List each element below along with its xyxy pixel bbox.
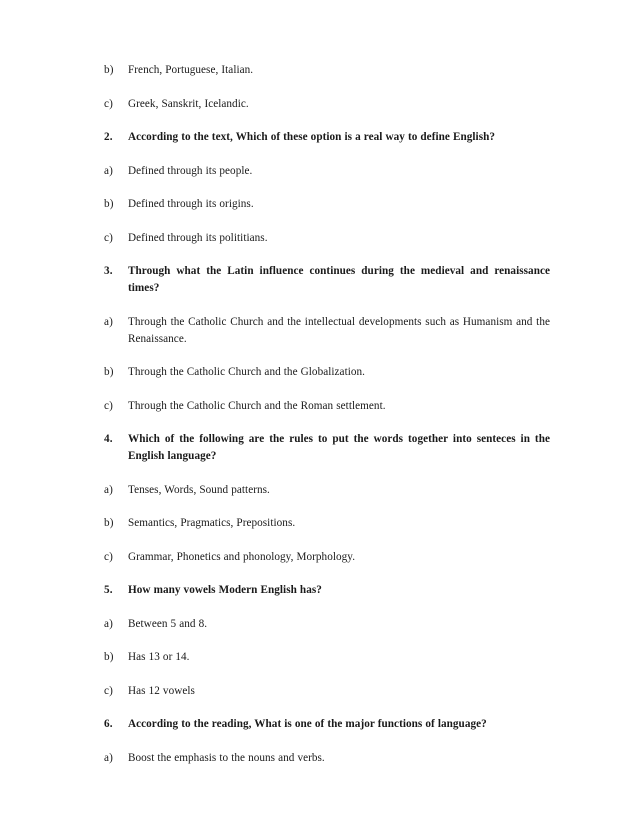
item-marker: a)	[104, 751, 113, 764]
item-text: Through the Catholic Church and the Roman settlement.	[128, 399, 386, 412]
list-item	[104, 364, 550, 381]
list-item	[104, 683, 550, 700]
list-item	[104, 750, 550, 767]
item-marker: 2.	[104, 131, 113, 144]
item-text: Through what the Latin influence continues during the medieval and renaissance times?	[128, 265, 550, 295]
item-text: Has 12 vowels	[128, 684, 195, 697]
item-text: Through the Catholic Church and the Globalization.	[128, 366, 366, 379]
list-item	[104, 649, 550, 666]
list-item	[104, 163, 550, 180]
item-marker: b)	[104, 64, 114, 76]
item-marker: c)	[104, 684, 113, 697]
item-marker: c)	[104, 399, 113, 412]
list-item	[104, 62, 550, 79]
item-text: Boost the emphasis to the nouns and verbs.	[128, 751, 325, 764]
item-text: Between 5 and 8.	[128, 617, 208, 630]
list-item	[104, 582, 550, 599]
item-text: Greek, Sanskrit, Icelandic.	[128, 97, 249, 110]
list-item	[104, 230, 550, 247]
item-text: According to the reading, What is one of the major functions of language?	[128, 718, 487, 731]
list-item	[104, 515, 550, 532]
list-item	[104, 314, 550, 348]
item-marker: b)	[104, 198, 114, 211]
item-text: Defined through its polititians.	[128, 231, 268, 244]
item-marker: a)	[104, 164, 113, 177]
item-marker: a)	[104, 315, 113, 328]
item-marker: c)	[104, 550, 113, 563]
list-item	[104, 129, 550, 146]
quiz-list	[104, 62, 550, 767]
list-item	[104, 263, 550, 297]
item-marker: b)	[104, 517, 114, 530]
list-item	[104, 716, 550, 733]
item-marker: a)	[104, 483, 113, 496]
item-text: French, Portuguese, Italian.	[128, 64, 254, 76]
list-item	[104, 616, 550, 633]
list-item	[104, 549, 550, 566]
item-text: Through the Catholic Church and the intellectual developments such as Humanism and the Renaissance.	[128, 315, 550, 345]
item-marker: 4.	[104, 433, 113, 446]
item-text: Defined through its people.	[128, 164, 253, 177]
list-item	[104, 431, 550, 465]
item-marker: c)	[104, 231, 113, 244]
list-item	[104, 96, 550, 113]
item-text: According to the text, Which of these option is a real way to define English?	[128, 131, 496, 144]
item-marker: 5.	[104, 584, 113, 597]
item-marker: 3.	[104, 265, 113, 278]
item-text: Tenses, Words, Sound patterns.	[128, 483, 270, 496]
item-text: Has 13 or 14.	[128, 651, 190, 664]
item-marker: b)	[104, 651, 114, 664]
item-text: Semantics, Pragmatics, Prepositions.	[128, 517, 296, 530]
item-marker: a)	[104, 617, 113, 630]
item-text: How many vowels Modern English has?	[128, 584, 322, 597]
item-marker: c)	[104, 97, 113, 110]
item-marker: b)	[104, 366, 114, 379]
item-text: Which of the following are the rules to put the words together into senteces in the English language?	[128, 433, 550, 463]
item-text: Defined through its origins.	[128, 198, 254, 211]
item-text: Grammar, Phonetics and phonology, Morphology.	[128, 550, 356, 563]
list-item	[104, 398, 550, 415]
list-item	[104, 196, 550, 213]
list-item	[104, 482, 550, 499]
item-marker: 6.	[104, 718, 113, 731]
